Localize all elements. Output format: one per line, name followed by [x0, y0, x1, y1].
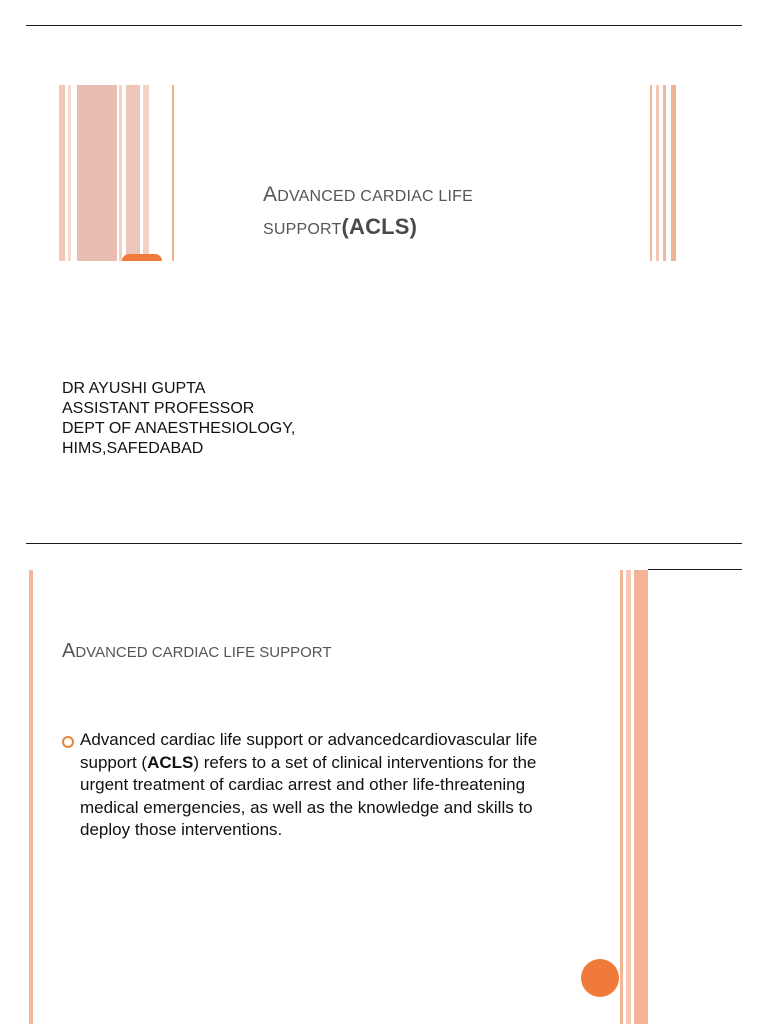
slide1-accent-circle	[122, 254, 162, 261]
slide2-title	[62, 637, 582, 667]
slide2-title-initial: A	[62, 640, 76, 662]
slide1-title-line2: SUPPORT	[263, 221, 342, 238]
slide2-corner-line	[648, 569, 742, 570]
author-institution: HIMS,SAFEDABAD	[62, 440, 204, 457]
page-divider-middle	[26, 543, 742, 544]
author-name: DR AYUSHI GUPTA	[62, 380, 206, 397]
author-info	[62, 379, 295, 459]
slide2-bullet-text	[80, 729, 582, 842]
bullet-text-post: ) refers to a set of clinical interventions for the urgent treatment of cardiac arrest and other life-threatening medical emergencies, as well as the knowledge and skills to deploy those interventions.	[80, 752, 537, 840]
slide2-title-rest: DVANCED CARDIAC LIFE SUPPORT	[75, 644, 332, 661]
bullet-circle-icon	[62, 736, 74, 748]
slide1-title-rest: DVANCED CARDIAC LIFE	[277, 188, 473, 205]
bullet-text-bold: ACLS	[147, 752, 194, 772]
slide1-title-acronym: (ACLS)	[341, 214, 418, 239]
slide1-title	[263, 180, 593, 245]
author-role: ASSISTANT PROFESSOR	[62, 400, 255, 417]
slide1-title-initial: A	[263, 183, 278, 206]
bullet-text-pre: Advanced cardiac life support or advancedcardiovascular life support (	[80, 730, 538, 772]
slide2-bullet	[62, 729, 582, 842]
author-department: DEPT OF ANAESTHESIOLOGY,	[62, 420, 296, 437]
slide2-accent-circle	[581, 959, 619, 997]
page-divider-top	[26, 25, 742, 26]
